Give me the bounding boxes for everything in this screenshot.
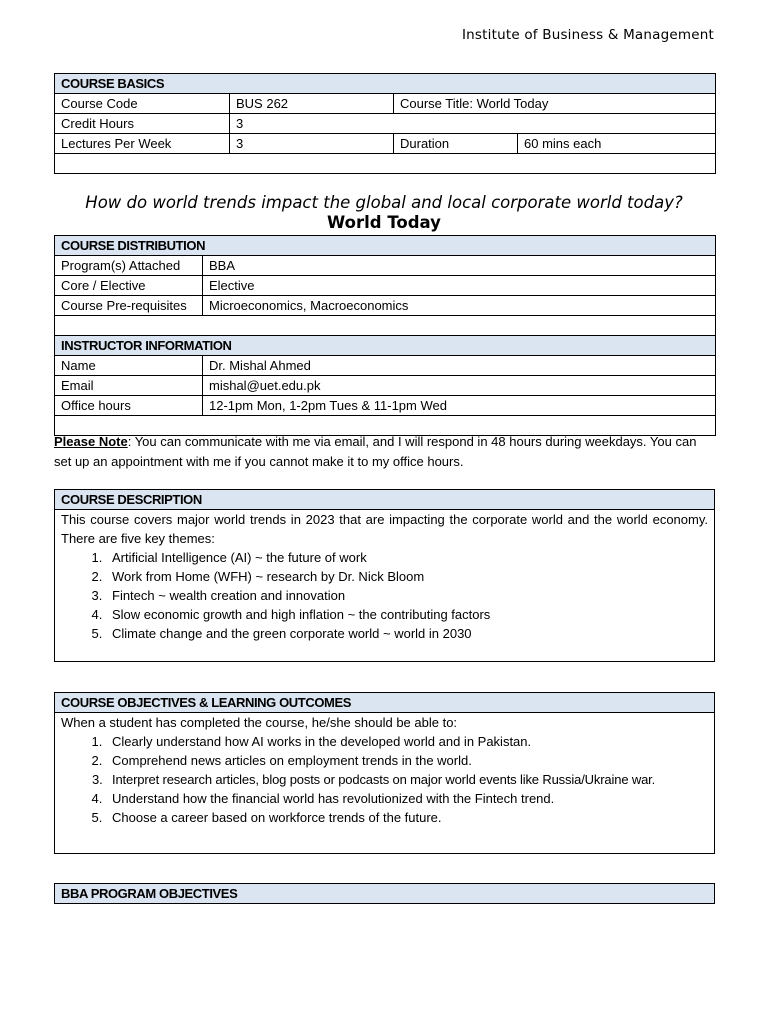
distribution-value: BBA: [203, 256, 716, 276]
program-objectives-box: [54, 883, 715, 904]
distribution-label: Core / Elective: [55, 276, 203, 296]
course-code-label: Course Code: [55, 94, 230, 114]
objectives-intro: When a student has completed the course, he/she should be able to:: [61, 715, 458, 730]
list-item: 1. Artificial Intelligence (AI) ~ the future of work: [106, 548, 708, 567]
course-basics-heading: COURSE BASICS: [55, 74, 716, 94]
please-note-text: : You can communicate with me via email, and I will respond in 48 hours during weekdays. You can set up an appointment with me if you cannot make it to my office hours.: [54, 434, 697, 469]
course-code-value: BUS 262: [230, 94, 394, 114]
objectives-heading: COURSE OBJECTIVES & LEARNING OUTCOMES: [55, 693, 714, 713]
objectives-list: [61, 732, 708, 827]
credit-hours-value: 3: [230, 114, 716, 134]
blank-row: [55, 154, 716, 174]
please-note: [54, 432, 715, 471]
credit-hours-label: Credit Hours: [55, 114, 230, 134]
institute-name: Institute of Business & Management: [461, 27, 714, 43]
please-note-label: Please Note: [54, 434, 128, 449]
themes-list: [61, 548, 708, 643]
course-title-heading: World Today: [327, 213, 441, 232]
guiding-question: How do world trends impact the global and local corporate world today?: [85, 193, 683, 212]
instructor-label: Office hours: [55, 396, 203, 416]
list-item: 2. Comprehend news articles on employment trends in the world.: [106, 751, 708, 770]
list-item: 4. Understand how the financial world has revolutionized with the Fintech trend.: [106, 789, 708, 808]
list-item: 3. Fintech ~ wealth creation and innovation: [106, 586, 708, 605]
list-item: 4. Slow economic growth and high inflation ~ the contributing factors: [106, 605, 708, 624]
distribution-label: Program(s) Attached: [55, 256, 203, 276]
list-item: 1. Clearly understand how AI works in the developed world and in Pakistan.: [106, 732, 708, 751]
objectives-box: [54, 692, 715, 854]
course-description-box: [54, 489, 715, 662]
lectures-value: 3: [230, 134, 394, 154]
duration-label: Duration: [394, 134, 518, 154]
distribution-value: Elective: [203, 276, 716, 296]
instructor-label: Name: [55, 356, 203, 376]
instructor-heading: INSTRUCTOR INFORMATION: [55, 336, 716, 356]
program-objectives-heading: BBA PROGRAM OBJECTIVES: [55, 884, 714, 903]
blank-row: [55, 316, 716, 336]
instructor-email: mishal@uet.edu.pk: [203, 376, 716, 396]
distribution-value: Microeconomics, Macroeconomics: [203, 296, 716, 316]
list-item: 5. Choose a career based on workforce trends of the future.: [106, 808, 708, 827]
course-title-cell: Course Title: World Today: [394, 94, 716, 114]
instructor-value: 12-1pm Mon, 1-2pm Tues & 11-1pm Wed: [203, 396, 716, 416]
distribution-label: Course Pre-requisites: [55, 296, 203, 316]
course-distribution-table: [54, 235, 716, 436]
list-item: 5. Climate change and the green corporate world ~ world in 2030: [106, 624, 708, 643]
course-distribution-heading: COURSE DISTRIBUTION: [55, 236, 716, 256]
duration-value: 60 mins each: [518, 134, 716, 154]
course-basics-table: [54, 73, 716, 174]
instructor-value: Dr. Mishal Ahmed: [203, 356, 716, 376]
lectures-label: Lectures Per Week: [55, 134, 230, 154]
list-item: 3. Interpret research articles, blog posts or podcasts on major world events like Russia/Ukraine war.: [106, 770, 708, 789]
course-description-intro: This course covers major world trends in 2023 that are impacting the corporate world and the world economy. There are five key themes:: [61, 512, 708, 546]
course-description-heading: COURSE DESCRIPTION: [55, 490, 714, 510]
instructor-label: Email: [55, 376, 203, 396]
list-item: 2. Work from Home (WFH) ~ research by Dr. Nick Bloom: [106, 567, 708, 586]
